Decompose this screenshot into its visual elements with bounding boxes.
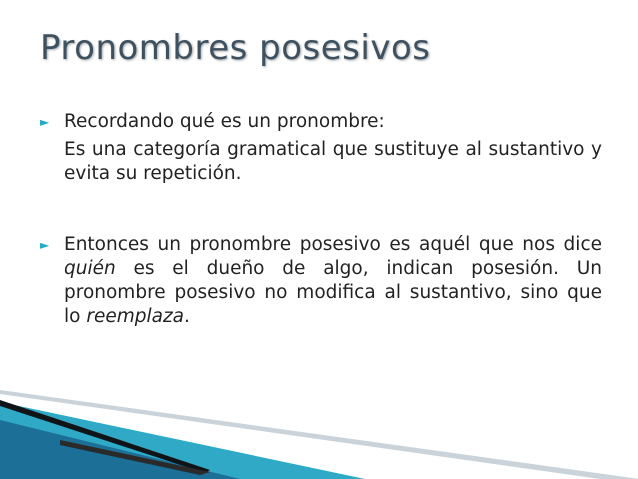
bullet-arrow-icon: ► xyxy=(40,115,50,129)
bullet-1-lead: Recordando qué es un pronombre: xyxy=(64,111,385,132)
bullet-1-row xyxy=(40,110,602,134)
bullet-1 xyxy=(40,110,602,186)
bullet-2-text xyxy=(64,233,602,329)
bullet-arrow-icon: ► xyxy=(40,238,50,252)
bullet-1-continuation: Es una categoría gramatical que sustituye al sustantivo y evita su repetición. xyxy=(64,139,602,184)
bottom-decoration xyxy=(0,380,638,479)
bullet-2-text-e: . xyxy=(184,306,190,327)
bullet-2-row xyxy=(40,233,602,329)
bullet-2-emphasis-reemplaza: reemplaza xyxy=(86,306,185,327)
bullet-2-text-a: Entonces un pronombre posesivo es aquél que nos dice xyxy=(64,234,602,255)
bullet-2 xyxy=(40,233,602,329)
bullet-2-emphasis-quien: quién xyxy=(64,258,116,279)
bullet-2-text-c: es el dueño de algo, indican posesión. Un pronombre posesivo no modifica al sustantivo, sino que lo xyxy=(64,258,602,327)
slide-title: Pronombres posesivos xyxy=(40,28,431,68)
